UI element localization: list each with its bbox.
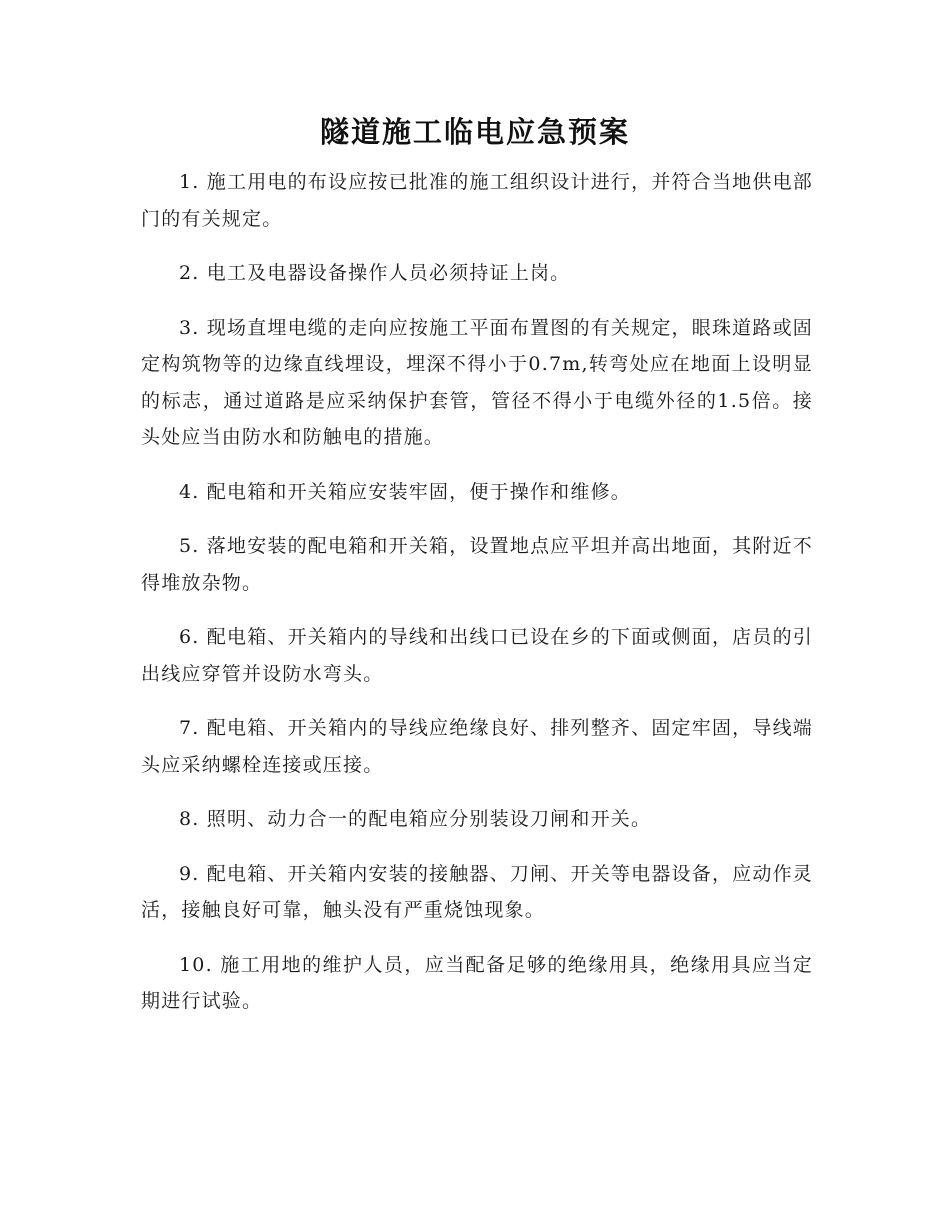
paragraph-1: 1. 施工用电的布设应按已批准的施工组织设计进行，并符合当地供电部门的有关规定。 <box>141 171 813 230</box>
paragraph-2: 2. 电工及电器设备操作人员必须持证上岗。 <box>179 262 571 284</box>
paragraph-7: 7. 配电箱、开关箱内的导线应绝缘良好、排列整齐、固定牢固，导线端头应采纳螺栓连接或压接。 <box>141 717 813 776</box>
document-title: 隧道施工临电应急预案 <box>319 115 630 149</box>
paragraph-10: 10. 施工用地的维护人员，应当配备足够的绝缘用具，绝缘用具应当定期进行试验。 <box>141 953 813 1012</box>
document-body <box>141 164 813 1038</box>
paragraph-5: 5. 落地安装的配电箱和开关箱，设置地点应平坦并高出地面，其附近不得堆放杂物。 <box>141 535 813 594</box>
paragraph-8: 8. 照明、动力合一的配电箱应分别装设刀闸和开关。 <box>179 808 652 830</box>
paragraph-6: 6. 配电箱、开关箱内的导线和出线口已设在乡的下面或侧面，店员的引出线应穿管并设防水弯头。 <box>141 626 813 685</box>
paragraph-3: 3. 现场直埋电缆的走向应按施工平面布置图的有关规定，眼珠道路或固定构筑物等的边缘直线埋设，埋深不得小于0.7m,转弯处应在地面上设明显的标志，通过道路是应采纳保护套管，管径不得小于电缆外径的1.5倍。接头处应当由防水和防触电的措施。 <box>141 316 813 448</box>
paragraph-4: 4. 配电箱和开关箱应安装牢固，便于操作和维修。 <box>179 480 631 503</box>
paragraph-9: 9. 配电箱、开关箱内安装的接触器、刀闸、开关等电器设备，应动作灵活，接触良好可靠，触头没有严重烧蚀现象。 <box>141 862 813 921</box>
